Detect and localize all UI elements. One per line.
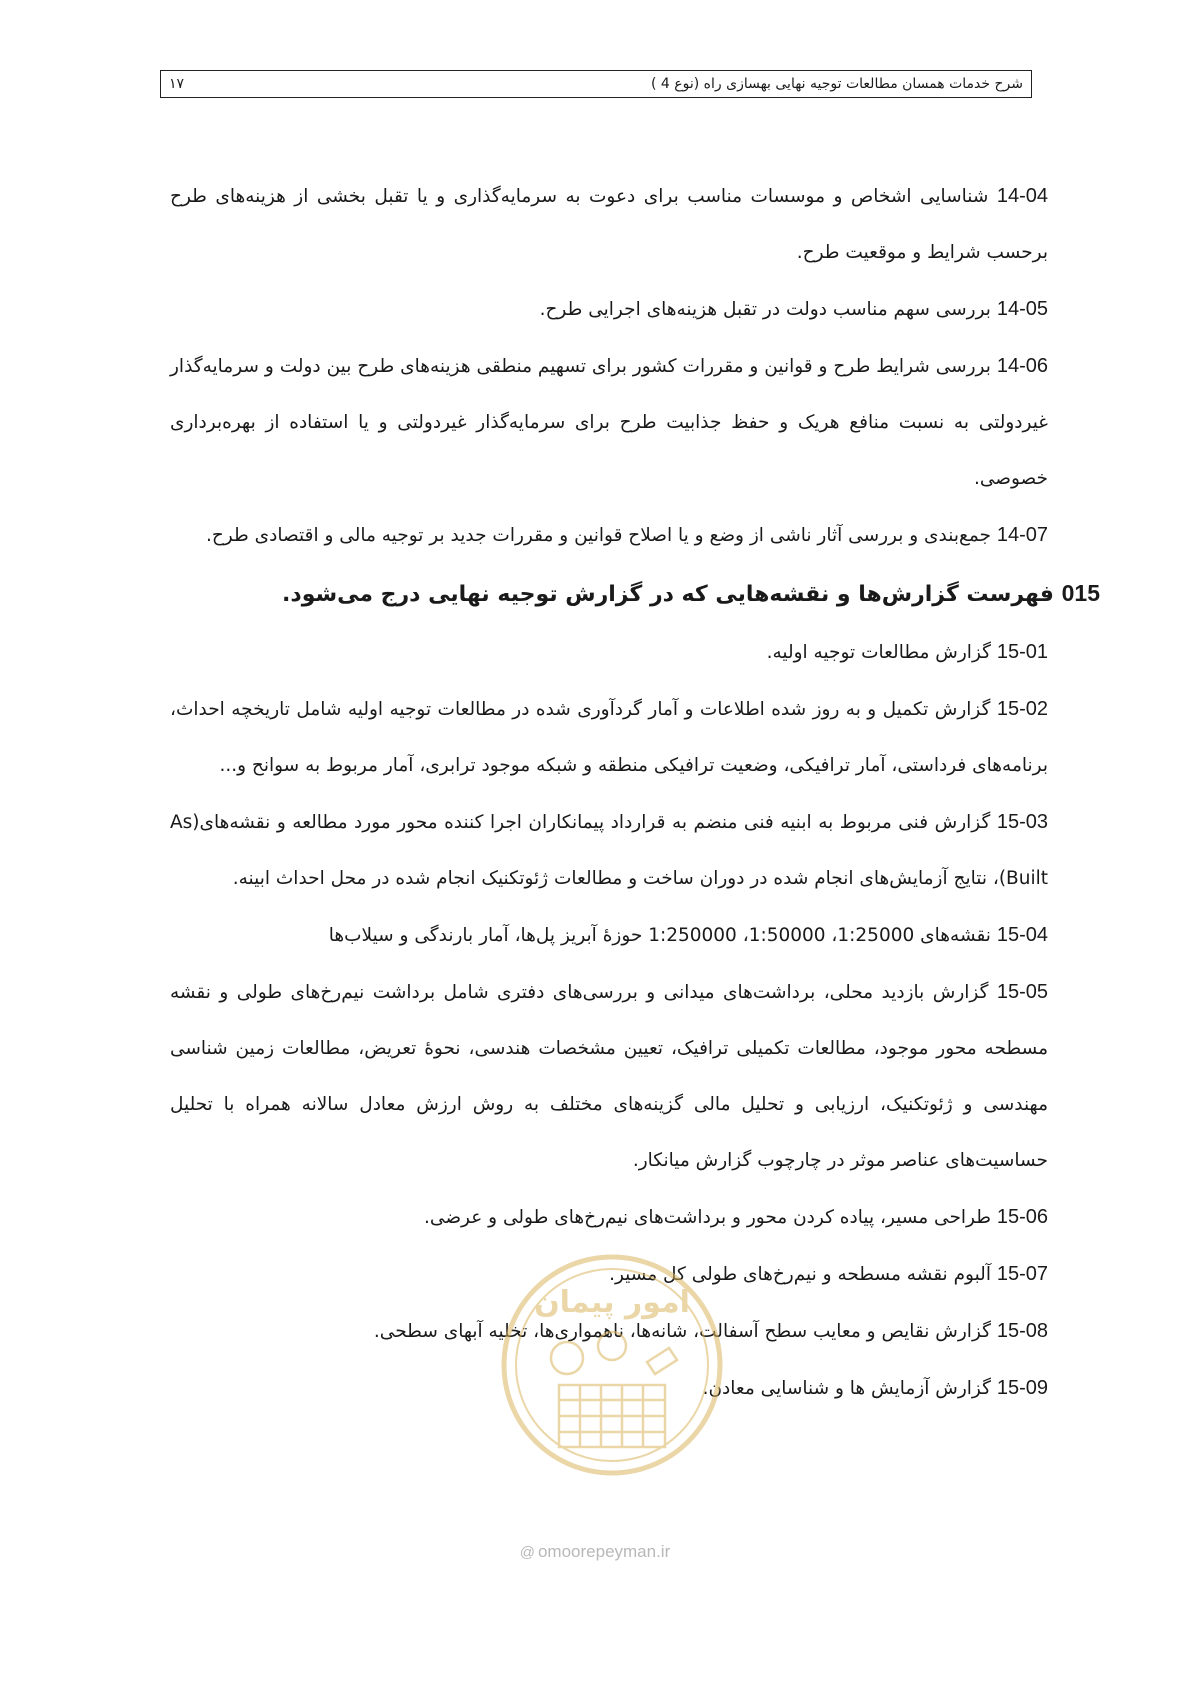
section-heading: 015 فهرست گزارش‌ها و نقشه‌هایی که در گزارش توجیه نهایی درج می‌شود. xyxy=(282,580,1100,607)
page-header xyxy=(160,70,1032,98)
at-icon: @ xyxy=(519,1544,535,1561)
item-15-02: 15-02 گزارش تکمیل و به روز شده اطلاعات و آمار گردآوری شده در مطالعات توجیه اولیه شامل تاریخچه احداث، برنامه‌های فرداستی، آمار ترافیکی، وضعیت ترافیکی منطقه و شبکه موجود ترابری، آمار مربوط به سوانح و... xyxy=(170,698,1048,776)
item-15-03: 15-03 گزارش فنی مربوط به ابنیه فنی منضم به قرارداد پیمانکاران اجرا کننده محور مورد مطالعه و نقشه‌های(As Built)، نتایج آزمایش‌های انجام شده در دوران ساخت و مطالعات ژئوتکنیک انجام شده در محل احداث ابینه. xyxy=(170,811,1048,889)
item-15-05: 15-05 گزارش بازدید محلی، برداشت‌های میدانی و بررسی‌های دفتری شامل برداشت نیم‌رخ‌های طولی و نقشه مسطحه محور موجود، مطالعات تکمیلی ترافیک، تعیین مشخصات هندسی، نحوهٔ تعریض، مطالعات زمین شناسی مهندسی و ژئوتکنیک، ارزیابی و تحلیل مالی گزینه‌های مختلف به روش ارزش معادل سالانه همراه با تحلیل حساسیت‌های عناصر موثر در چارچوب گزارش میانکار. xyxy=(170,981,1048,1171)
seal-emblem xyxy=(551,1332,677,1447)
item-15-08: 15-08 گزارش نقایص و معایب سطح آسفالت، شانه‌ها، ناهمواری‌ها، تخلیه آبهای سطحی. xyxy=(373,1320,1048,1342)
watermark-seal xyxy=(497,1250,727,1480)
paragraph-14-05: 14-05 بررسی سهم مناسب دولت در تقبل هزینه‌های اجرایی طرح. xyxy=(539,298,1048,320)
paragraph-14-07: 14-07 جمع‌بندی و بررسی آثار ناشی از وضع و یا اصلاح قوانین و مقررات جدید بر توجیه مالی و اقتصادی طرح. xyxy=(205,524,1048,546)
paragraph-14-04: 14-04 شناسایی اشخاص و موسسات مناسب برای دعوت به سرمایه‌گذاری و یا تقبل بخشی از هزینه‌های طرح برحسب شرایط و موقعیت طرح. xyxy=(170,185,1048,263)
item-15-09: 15-09 گزارش آزمایش ها و شناسایی معادن. xyxy=(702,1377,1048,1399)
document-body xyxy=(170,168,1100,1417)
item-15-06: 15-06 طراحی مسیر، پیاده کردن محور و برداشت‌های نیم‌رخ‌های طولی و عرضی. xyxy=(424,1206,1048,1228)
paragraph-14-06: 14-06 بررسی شرایط طرح و قوانین و مقررات کشور برای تسهیم منطقی هزینه‌های طرح بین دولت و سرمایه‌گذار غیردولتی به نسبت منافع هریک و حفظ جذابیت طرح برای سرمایه‌گذار غیردولتی و یا استفاده از بهره‌برداری خصوصی. xyxy=(170,355,1048,489)
page-number: ۱۷ xyxy=(169,76,185,92)
item-15-01: 15-01 گزارش مطالعات توجیه اولیه. xyxy=(766,641,1048,663)
watermark-url: @ omoorepeyman.ir xyxy=(519,1542,671,1561)
seal-text: امور پیمان xyxy=(534,1285,690,1320)
header-title: شرح خدمات همسان مطالعات توجیه نهایی بهسازی راه (نوع 4 ) xyxy=(650,76,1023,92)
item-15-04: 15-04 نقشه‌های 1:25000، 1:50000، 1:250000 حوزهٔ آبریز پل‌ها، آمار بارندگی و سیلاب‌ها xyxy=(328,924,1048,946)
item-15-07: 15-07 آلبوم نقشه مسطحه و نیم‌رخ‌های طولی کل مسیر. xyxy=(609,1263,1048,1285)
